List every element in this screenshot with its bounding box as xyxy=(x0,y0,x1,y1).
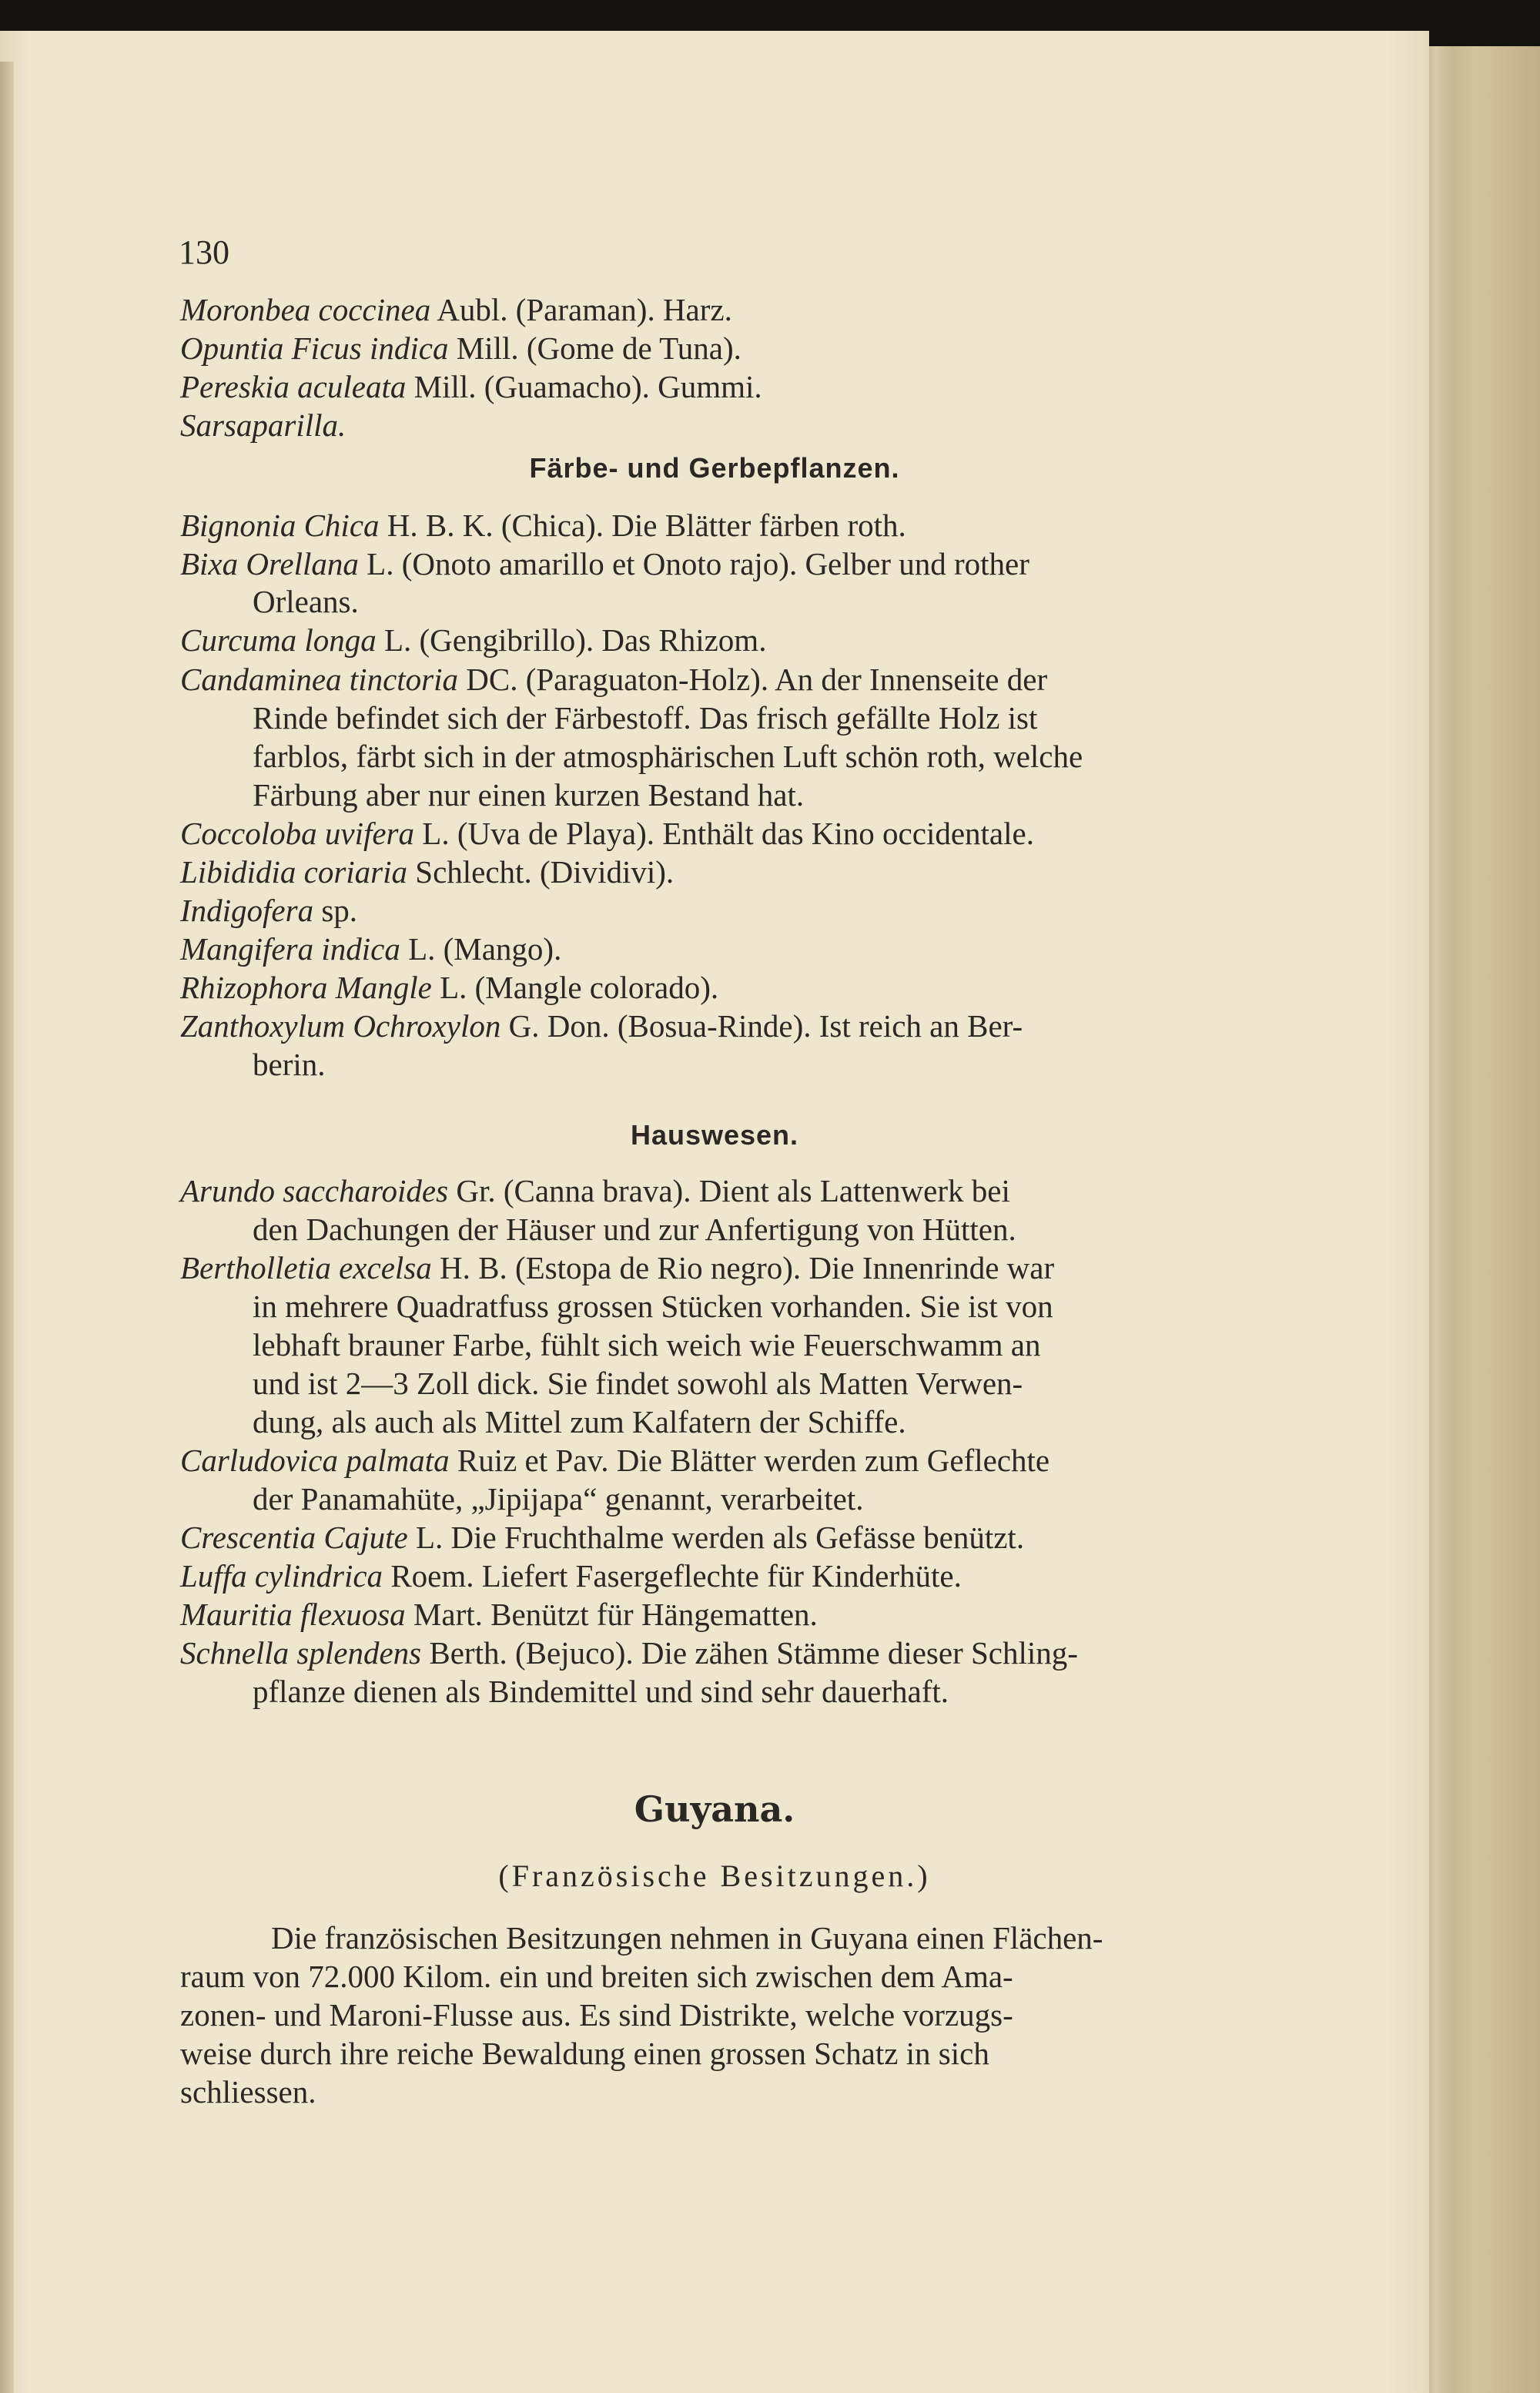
entry-text: der Panamahüte, „Jipijapa“ genannt, verarbeitet. xyxy=(253,1481,864,1517)
list-item xyxy=(180,507,906,544)
list-item xyxy=(253,1046,326,1083)
entry-text: berin. xyxy=(253,1047,326,1082)
species-name: Sarsaparilla. xyxy=(180,407,346,443)
section-heading-guyana: Guyana. xyxy=(634,1788,795,1830)
list-item xyxy=(253,1403,906,1440)
entry-text: L. (Mango). xyxy=(400,931,562,967)
entry-text: Mart. Benützt für Hängematten. xyxy=(405,1597,818,1632)
list-item xyxy=(180,622,766,659)
list-item xyxy=(253,738,1083,775)
entry-text: Roem. Liefert Fasergeflechte für Kinderhüte. xyxy=(383,1558,962,1594)
list-item xyxy=(180,815,1034,852)
book-page xyxy=(0,31,1429,2393)
entry-text: den Dachungen der Häuser und zur Anfertigung von Hütten. xyxy=(253,1212,1016,1247)
species-name: Bixa Orellana xyxy=(180,546,359,581)
entry-text: dung, als auch als Mittel zum Kalfatern der Schiffe. xyxy=(253,1404,906,1439)
entry-text: Gr. (Canna brava). Dient als Lattenwerk bei xyxy=(448,1173,1010,1208)
list-item xyxy=(253,776,804,813)
list-item xyxy=(253,1365,1023,1402)
species-name: Opuntia Ficus indica xyxy=(180,330,449,366)
list-item xyxy=(180,661,1047,698)
species-name: Schnella splendens xyxy=(180,1635,422,1671)
list-item xyxy=(180,407,346,444)
entry-text: lebhaft brauner Farbe, fühlt sich weich wie Feuerschwamm an xyxy=(253,1327,1041,1362)
list-item xyxy=(180,545,1029,582)
entry-text: G. Don. (Bosua-Rinde). Ist reich an Ber- xyxy=(500,1008,1023,1044)
list-item xyxy=(253,1211,1016,1248)
page-number: 130 xyxy=(179,233,229,271)
species-name: Moronbea coccinea xyxy=(180,292,431,327)
list-item xyxy=(180,930,561,967)
list-item xyxy=(253,1288,1053,1325)
section-subheading: (Französische Besitzungen.) xyxy=(498,1858,931,1893)
next-page-edge xyxy=(1429,46,1540,2393)
entry-text: L. (Mangle colorado). xyxy=(431,970,719,1005)
species-name: Coccoloba uvifera xyxy=(180,816,415,851)
species-name: Luffa cylindrica xyxy=(180,1558,383,1594)
species-name: Crescentia Cajute xyxy=(180,1520,408,1555)
paragraph-line: raum von 72.000 Kilom. ein und breiten sich zwischen dem Ama- xyxy=(180,1959,1013,1994)
species-name: Indigofera xyxy=(180,893,314,928)
list-item xyxy=(180,1634,1078,1671)
entry-text: L. Die Fruchthalme werden als Gefässe benützt. xyxy=(407,1520,1025,1555)
entry-text: Schlecht. (Dividivi). xyxy=(407,854,675,890)
entry-text: sp. xyxy=(313,893,358,928)
list-item xyxy=(180,368,762,405)
entry-text: farblos, färbt sich in der atmosphärischen Luft schön roth, welche xyxy=(253,739,1083,774)
list-item xyxy=(253,699,1037,736)
list-item xyxy=(180,1557,962,1594)
paragraph-line: schliessen. xyxy=(180,2074,316,2110)
entry-text: Aubl. (Paraman). Harz. xyxy=(430,292,732,327)
entry-text: L. (Onoto amarillo et Onoto rajo). Gelber und rother xyxy=(358,546,1029,581)
species-name: Curcuma longa xyxy=(180,622,377,658)
entry-text: H. B. (Estopa de Rio negro). Die Innenrinde war xyxy=(431,1250,1055,1285)
species-name: Libididia coriaria xyxy=(180,854,408,890)
species-name: Carludovica palmata xyxy=(180,1443,450,1478)
entry-text: Mill. (Gome de Tuna). xyxy=(448,330,742,366)
list-item xyxy=(253,583,359,620)
entry-text: L. (Uva de Playa). Enthält das Kino occidentale. xyxy=(414,816,1034,851)
species-name: Mangifera indica xyxy=(180,931,400,967)
list-item xyxy=(253,1673,949,1710)
paragraph-line: Die französischen Besitzungen nehmen in Guyana einen Flächen- xyxy=(271,1920,1103,1956)
paragraph-line: zonen- und Maroni-Flusse aus. Es sind Distrikte, welche vorzugs- xyxy=(180,1997,1013,2033)
entry-text: H. B. K. (Chica). Die Blätter färben roth. xyxy=(379,508,906,543)
list-item xyxy=(180,1519,1024,1556)
paragraph-line: weise durch ihre reiche Bewaldung einen grossen Schatz in sich xyxy=(180,2036,989,2071)
list-item xyxy=(180,1442,1050,1479)
entry-text: Orleans. xyxy=(253,584,359,619)
entry-text: Rinde befindet sich der Färbestoff. Das frisch gefällte Holz ist xyxy=(253,700,1038,736)
list-item xyxy=(180,1007,1023,1044)
list-item xyxy=(180,969,718,1006)
species-name: Mauritia flexuosa xyxy=(180,1597,406,1632)
entry-text: Berth. (Bejuco). Die zähen Stämme dieser Schling- xyxy=(421,1635,1078,1671)
section-heading-farbe: Färbe- und Gerbepflanzen. xyxy=(529,452,900,484)
list-item xyxy=(180,1172,1010,1209)
species-name: Pereskia aculeata xyxy=(180,369,407,404)
list-item xyxy=(180,853,674,890)
list-item xyxy=(180,1596,818,1633)
species-name: Candaminea tinctoria xyxy=(180,662,459,697)
list-item xyxy=(180,330,742,367)
section-heading-hauswesen: Hauswesen. xyxy=(630,1119,799,1151)
list-item xyxy=(253,1480,863,1517)
list-item xyxy=(180,291,732,328)
entry-text: L. (Gengibrillo). Das Rhizom. xyxy=(376,622,767,658)
entry-text: Mill. (Guamacho). Gummi. xyxy=(406,369,762,404)
entry-text: DC. (Paraguaton-Holz). An der Innenseite der xyxy=(458,662,1048,697)
species-name: Arundo saccharoides xyxy=(180,1173,449,1208)
entry-text: in mehrere Quadratfuss grossen Stücken vorhanden. Sie ist von xyxy=(253,1289,1053,1324)
species-name: Rhizophora Mangle xyxy=(180,970,432,1005)
species-name: Bertholletia excelsa xyxy=(180,1250,432,1285)
species-name: Bignonia Chica xyxy=(180,508,380,543)
species-name: Zanthoxylum Ochroxylon xyxy=(180,1008,501,1044)
entry-text: und ist 2—3 Zoll dick. Sie findet sowohl als Matten Verwen- xyxy=(253,1366,1023,1401)
entry-text: Färbung aber nur einen kurzen Bestand hat. xyxy=(253,777,805,813)
list-item xyxy=(253,1326,1041,1363)
entry-text: Ruiz et Pav. Die Blätter werden zum Geflechte xyxy=(449,1443,1050,1478)
page-gutter xyxy=(0,62,14,2393)
entry-text: pflanze dienen als Bindemittel und sind sehr dauerhaft. xyxy=(253,1674,949,1709)
list-item xyxy=(180,1249,1054,1286)
list-item xyxy=(180,892,357,929)
